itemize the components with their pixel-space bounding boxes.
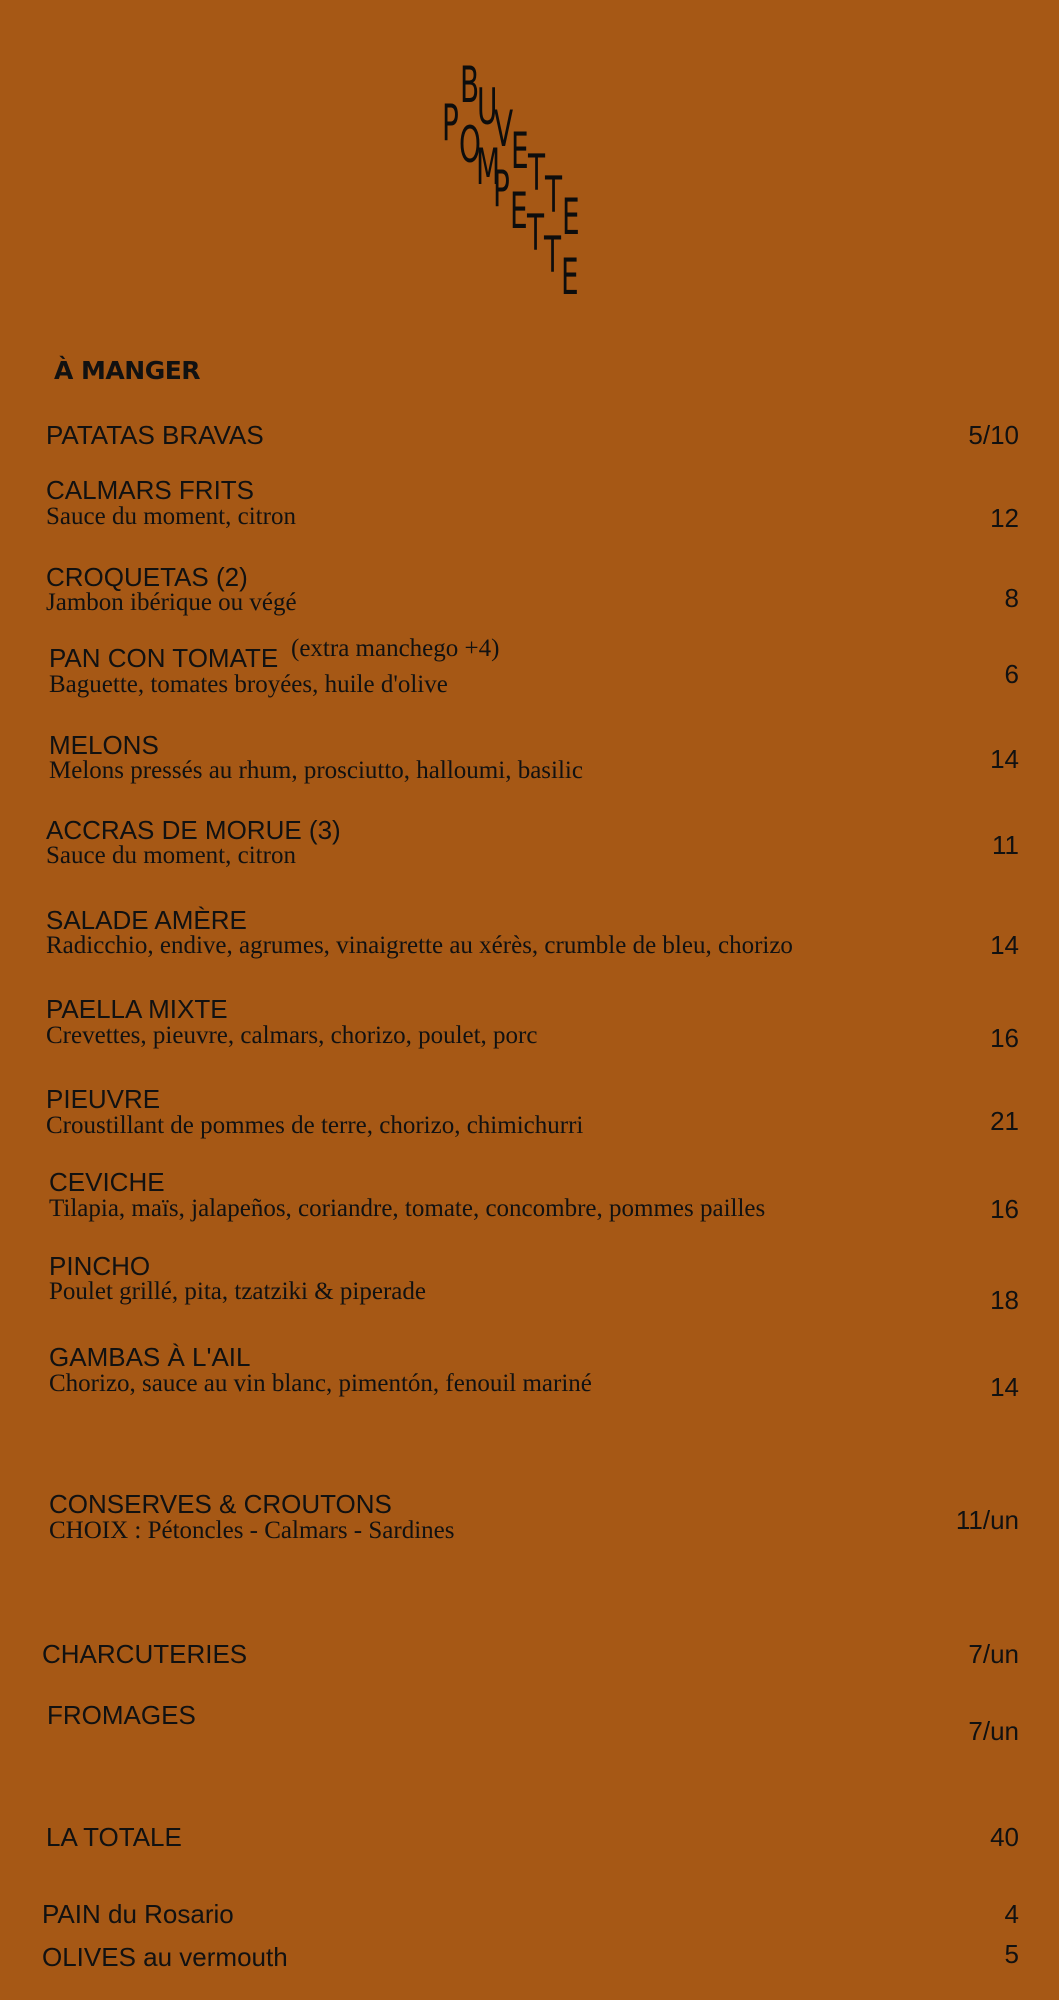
item-price: 5/10 — [968, 420, 1019, 450]
item-price: 40 — [990, 1822, 1019, 1852]
item-name: GAMBAS À L'AIL — [49, 1342, 251, 1372]
logo-letter: T — [527, 204, 545, 262]
logo-letter: T — [544, 226, 562, 284]
logo-letter: V — [494, 100, 514, 158]
item-description: Chorizo, sauce au vin blanc, pimentón, fenouil mariné — [49, 1370, 592, 1397]
item-price: 8 — [1004, 583, 1019, 613]
item-name: OLIVES au vermouth — [42, 1942, 288, 1972]
item-price: 6 — [1004, 659, 1019, 689]
item-price: 4 — [1004, 1899, 1019, 1929]
logo-letter: U — [477, 78, 498, 136]
logo-letter: E — [562, 188, 580, 246]
logo-letter: P — [442, 94, 459, 152]
logo-letter: M — [476, 138, 501, 196]
item-name: ACCRAS DE MORUE (3) — [46, 815, 341, 845]
item-price: 14 — [990, 930, 1019, 960]
item-name: PINCHO — [49, 1251, 151, 1281]
item-price: 11/un — [955, 1505, 1019, 1535]
item-extra: (extra manchego +4) — [291, 635, 500, 662]
item-name: CROQUETAS (2) — [46, 562, 248, 592]
item-price: 16 — [990, 1194, 1019, 1224]
item-price: 11 — [992, 830, 1019, 860]
item-name: PAELLA MIXTE — [46, 994, 228, 1024]
item-name: MELONS — [49, 730, 159, 760]
item-name: LA TOTALE — [46, 1822, 182, 1852]
item-description: Baguette, tomates broyées, huile d'olive — [49, 671, 448, 698]
item-name: CEVICHE — [49, 1167, 165, 1197]
item-name: PIEUVRE — [46, 1084, 161, 1114]
logo-letter: P — [493, 160, 510, 218]
item-price: 7/un — [968, 1639, 1019, 1669]
item-name: PAN CON TOMATE — [49, 643, 279, 673]
logo-letter: B — [460, 56, 480, 114]
item-name: PATATAS BRAVAS — [46, 420, 264, 450]
item-price: 12 — [990, 503, 1019, 533]
logo-letter: T — [545, 166, 563, 224]
item-description: Sauce du moment, citron — [46, 503, 296, 530]
item-price: 14 — [990, 744, 1019, 774]
logo-letter: T — [528, 144, 546, 202]
item-description: Radicchio, endive, agrumes, vinaigrette au xérès, crumble de bleu, chorizo — [46, 932, 793, 959]
item-description: Croustillant de pommes de terre, chorizo, chimichurri — [46, 1112, 584, 1139]
item-price: 7/un — [968, 1716, 1019, 1746]
item-name: PAIN du Rosario — [42, 1899, 234, 1929]
item-description: Sauce du moment, citron — [46, 842, 296, 869]
logo-letter: E — [510, 182, 528, 240]
item-description: Melons pressés au rhum, prosciutto, halloumi, basilic — [49, 757, 583, 784]
item-price: 5 — [1004, 1939, 1019, 1969]
item-description: Crevettes, pieuvre, calmars, chorizo, poulet, porc — [46, 1022, 538, 1049]
item-name: CALMARS FRITS — [46, 475, 255, 505]
item-price: 18 — [990, 1285, 1019, 1315]
item-price: 16 — [990, 1023, 1019, 1053]
section-title: À MANGER — [54, 356, 201, 385]
item-name: CHARCUTERIES — [42, 1639, 248, 1669]
item-price: 14 — [990, 1372, 1019, 1402]
logo-letter: O — [459, 116, 481, 174]
logo-letter: E — [561, 248, 579, 306]
logo-letter: E — [511, 122, 529, 180]
item-description: Tilapia, maïs, jalapeños, coriandre, tomate, concombre, pommes pailles — [49, 1195, 766, 1222]
item-price: 21 — [990, 1106, 1019, 1136]
item-name: CONSERVES & CROUTONS — [49, 1489, 392, 1519]
item-description: CHOIX : Pétoncles - Calmars - Sardines — [49, 1517, 455, 1544]
item-description: Jambon ibérique ou végé — [46, 589, 297, 616]
item-description: Poulet grillé, pita, tzatziki & piperade — [49, 1278, 426, 1305]
logo — [430, 56, 650, 320]
item-name: SALADE AMÈRE — [46, 905, 247, 935]
item-name: FROMAGES — [47, 1700, 196, 1730]
